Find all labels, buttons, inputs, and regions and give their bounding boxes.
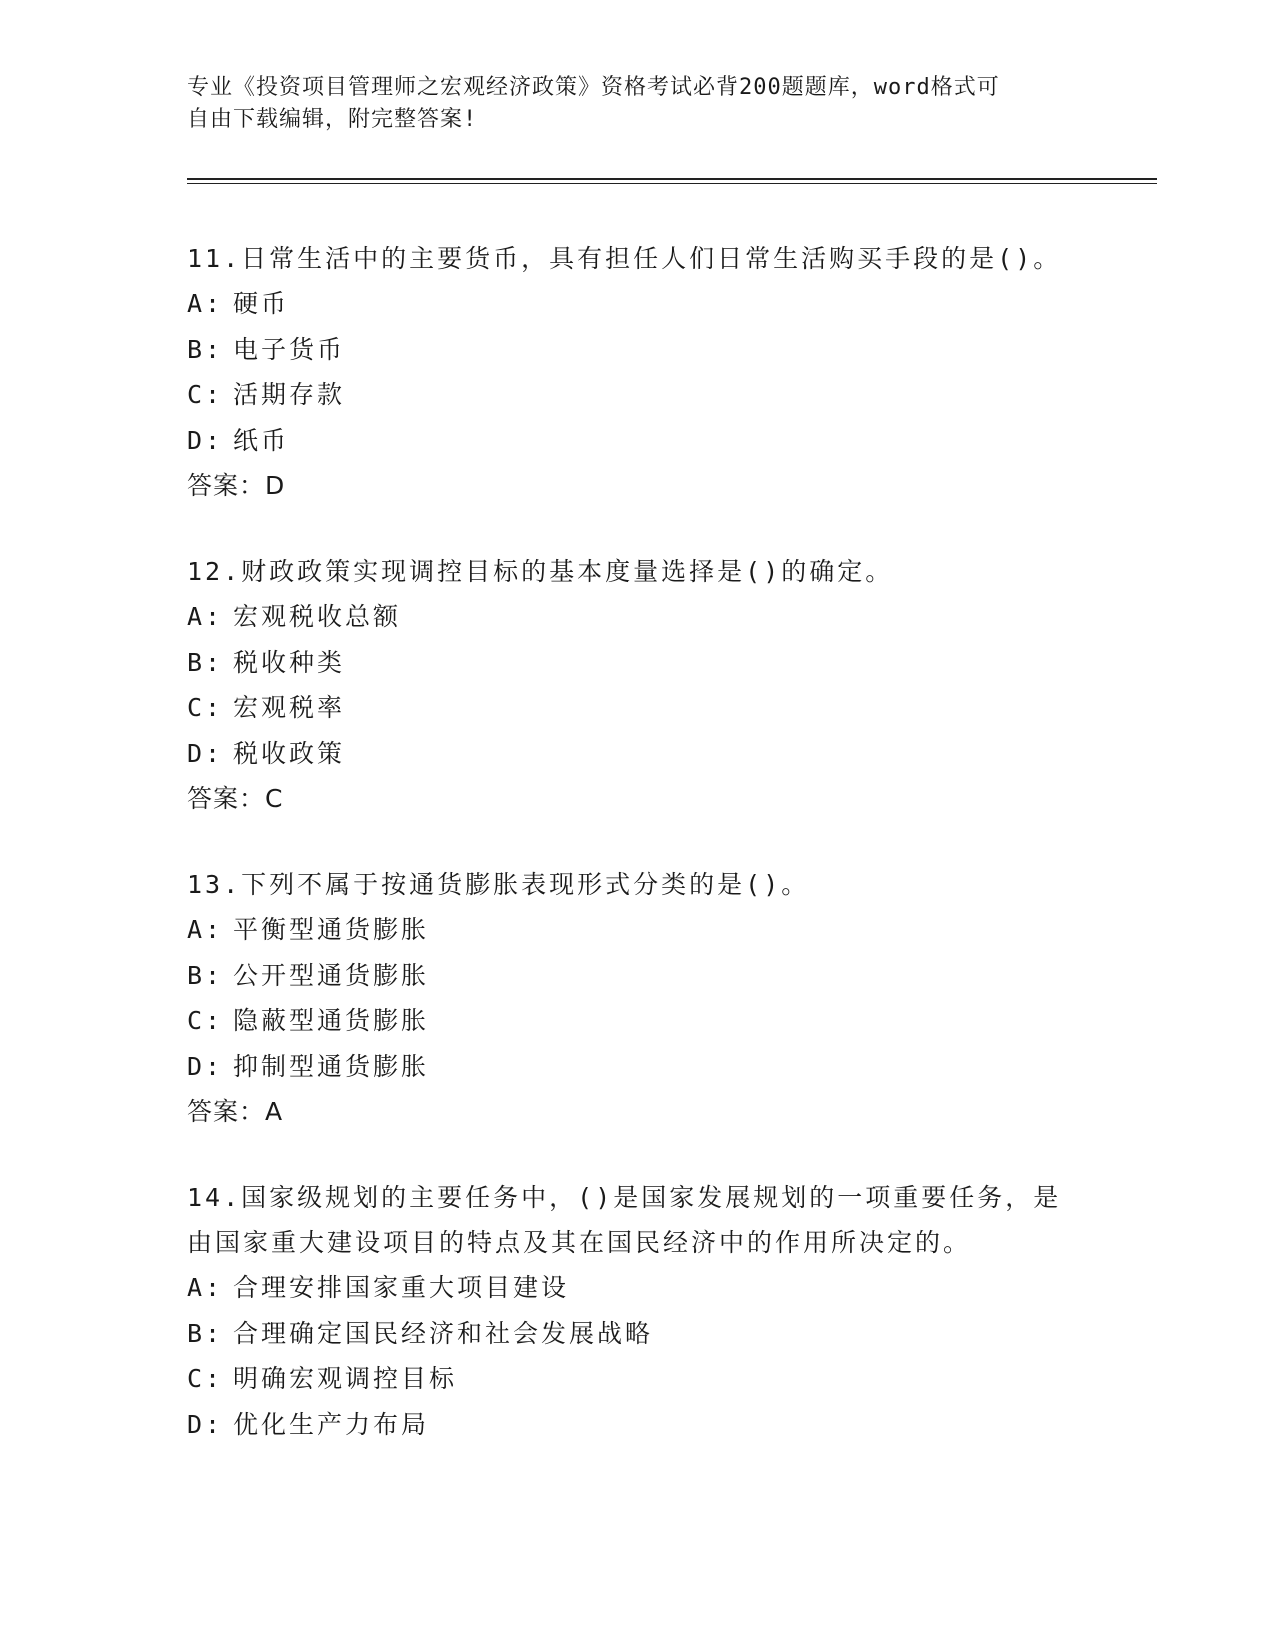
question-text-line-2: 由国家重大建设项目的特点及其在国民经济中的作用所决定的。 [187,1228,972,1257]
option-text: 抑制型通货膨胀 [233,1051,430,1081]
option-a [187,907,1107,953]
option-d [187,1044,1107,1090]
option-text: 纸币 [233,425,290,455]
option-text: 活期存款 [233,380,346,409]
option-d [187,418,1107,464]
option-letter: A: [187,289,224,318]
answer-line: 答案：D [187,471,286,500]
answer-line: 答案：A [187,1097,284,1126]
option-text: 电子货币 [233,334,346,364]
option-text: 硬币 [233,289,290,318]
question-13 [187,862,1107,1135]
option-letter: D: [187,1051,224,1081]
header-line-2: 自由下载编辑，附完整答案! [187,107,478,132]
option-text: 优化生产力布局 [233,1409,430,1439]
header-divider-bottom [187,183,1157,184]
option-d [187,731,1107,777]
option-letter: C: [187,1364,224,1393]
option-letter: B: [187,334,224,364]
option-text: 合理确定国民经济和社会发展战略 [233,1318,654,1348]
option-letter: C: [187,1006,224,1035]
option-text: 隐蔽型通货膨胀 [233,1006,430,1035]
question-list [187,236,1107,1487]
option-letter: D: [187,738,224,768]
option-b [187,1311,1107,1357]
option-b [187,640,1107,686]
option-letter: B: [187,960,224,990]
option-c [187,685,1107,731]
option-letter: D: [187,1409,224,1439]
question-12 [187,549,1107,822]
question-text-line-1: 14.国家级规划的主要任务中，()是国家发展规划的一项重要任务，是 [187,1183,1062,1212]
option-text: 宏观税收总额 [233,602,402,631]
option-text: 合理安排国家重大项目建设 [233,1273,570,1302]
option-c [187,998,1107,1044]
header-divider-top [187,178,1157,180]
option-text: 宏观税率 [233,693,346,722]
header-line-1: 专业《投资项目管理师之宏观经济政策》资格考试必背200题题库，word格式可 [187,75,1000,100]
option-letter: C: [187,693,224,722]
option-text: 税收政策 [233,738,346,768]
option-b [187,953,1107,999]
option-text: 税收种类 [233,647,346,677]
question-14 [187,1175,1107,1447]
option-letter: A: [187,915,224,944]
option-a [187,1265,1107,1311]
option-d [187,1402,1107,1448]
question-text: 11.日常生活中的主要货币，具有担任人们日常生活购买手段的是()。 [187,244,1062,273]
document-header [187,72,1067,136]
option-b [187,327,1107,373]
option-a [187,594,1107,640]
option-letter: B: [187,1318,224,1348]
option-letter: B: [187,647,224,677]
option-c [187,372,1107,418]
question-text: 13.下列不属于按通货膨胀表现形式分类的是()。 [187,870,810,899]
question-11 [187,236,1107,509]
option-c [187,1356,1107,1402]
option-text: 平衡型通货膨胀 [233,915,430,944]
answer-line: 答案：C [187,784,284,813]
option-letter: A: [187,1273,224,1302]
option-letter: D: [187,425,224,455]
option-text: 公开型通货膨胀 [233,960,430,990]
option-text: 明确宏观调控目标 [233,1364,458,1393]
question-text: 12.财政政策实现调控目标的基本度量选择是()的确定。 [187,557,894,586]
option-letter: C: [187,380,224,409]
option-letter: A: [187,602,224,631]
option-a [187,281,1107,327]
